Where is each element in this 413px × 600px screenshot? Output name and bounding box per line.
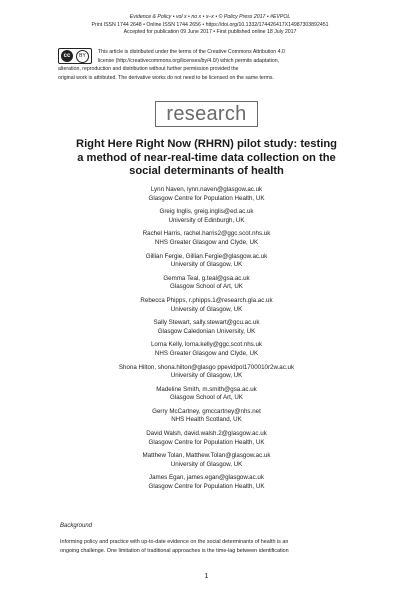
author-affiliation: NHS Greater Glasgow and Clyde, UK xyxy=(154,238,259,246)
author-affiliation: NHS Greater Glasgow and Clyde, UK xyxy=(154,349,259,357)
author-affiliation: University of Edinburgh, UK xyxy=(168,216,245,224)
author-list xyxy=(40,186,373,497)
author-entry xyxy=(40,474,373,496)
author-affiliation: Glasgow School of Art, UK xyxy=(170,283,243,291)
journal-header xyxy=(60,14,360,37)
section-heading-background: Background xyxy=(60,523,93,529)
author-entry xyxy=(40,208,373,230)
section-label: research xyxy=(155,101,258,127)
author-affiliation: University of Glasgow, UK xyxy=(170,261,243,269)
author-entry xyxy=(40,186,373,208)
by-icon: BY xyxy=(76,50,89,63)
author-affiliation: Glasgow Centre for Population Health, UK xyxy=(148,483,265,491)
author-affiliation: Glasgow School of Art, UK xyxy=(170,394,243,402)
author-affiliation: University of Glasgow, UK xyxy=(170,372,243,380)
author-entry xyxy=(40,319,373,341)
author-affiliation: University of Glasgow, UK xyxy=(170,460,243,468)
author-name[interactable]: Gillian Fergie, Gillian.Fergie@glasgow.ac.uk xyxy=(145,252,268,260)
author-entry xyxy=(40,297,373,319)
author-entry xyxy=(40,253,373,275)
license-text: This article is distributed under the terms of the Creative Commons Attribution 4.0 license (http://creativecommons.org/licenses/by/4.0/) which permits adaptation, alteration, reproduction and distribution without further permission provided the original work is attributed. The derivative works do not need to be licensed on the same terms. xyxy=(58,49,285,81)
author-entry xyxy=(40,364,373,386)
article-title: Right Here Right Now (RHRN) pilot study: testing a method of near-real-time data collection on the social determinants of health xyxy=(75,138,338,177)
author-name[interactable]: James Egan, james.egan@glasgow.ac.uk xyxy=(149,474,264,482)
page-number: 1 xyxy=(204,573,209,580)
cc-icon: cc xyxy=(61,50,73,62)
author-name[interactable]: Madeline Smith, m.smith@gsa.ac.uk xyxy=(156,385,257,393)
author-name[interactable]: Gemma Teal, g.teal@gsa.ac.uk xyxy=(163,274,250,282)
author-name[interactable]: Gerry McCartney, gmccartney@nhs.net xyxy=(152,407,261,415)
license-block xyxy=(58,48,356,82)
author-name[interactable]: Rebecca Phipps, r.phipps.1@research.gla.ac.uk xyxy=(140,296,273,304)
author-affiliation: NHS Health Scotland, UK xyxy=(171,416,242,424)
author-entry xyxy=(40,452,373,474)
accepted-line: Accepted for publication 09 June 2017 • First published online 18 July 2017 xyxy=(123,29,297,36)
author-affiliation: Glasgow Caledonian University, UK xyxy=(157,327,256,335)
abstract-text: Informing policy and practice with up-to-date evidence on the social determinants of health is an ongoing challenge. One limitation of traditional approaches is the time-lag between identification xyxy=(60,539,289,554)
author-name[interactable]: Shona Hilton, shona.hilton@glasgo ppevidpol1700010r2w.ac.uk xyxy=(118,363,295,371)
author-affiliation: Glasgow Centre for Population Health, UK xyxy=(148,438,265,446)
author-name[interactable]: Sally Stewart, sally.stewart@gcu.ac.uk xyxy=(153,319,260,327)
author-name[interactable]: Matthew Tolan, Matthew.Tolan@glasgow.ac.uk xyxy=(142,452,271,460)
author-entry xyxy=(40,275,373,297)
author-name[interactable]: Greig Inglis, greig.inglis@ed.ac.uk xyxy=(159,208,254,216)
journal-line: Evidence & Policy • vol x • no x • x–x • © Policy Press 2017 • #EVPOL xyxy=(129,14,291,20)
author-entry xyxy=(40,430,373,452)
issn-line: Print ISSN 1744 2648 • Online ISSN 1744 2656 • https://doi.org/10.1332/174426417X14987303892451 xyxy=(91,21,329,28)
author-entry xyxy=(40,341,373,363)
author-name[interactable]: Lynn Naven, lynn.naven@glasgow.ac.uk xyxy=(150,186,263,193)
cc-by-license-icon[interactable] xyxy=(58,48,92,64)
author-affiliation: University of Glasgow, UK xyxy=(170,305,243,313)
author-entry xyxy=(40,386,373,408)
author-name[interactable]: Rachel Harris, rachel.harris2@ggc.scot.nhs.uk xyxy=(142,230,271,238)
author-name[interactable]: Lorna Kelly, lorna.kelly@ggc.scot.nhs.uk xyxy=(150,341,263,349)
author-entry xyxy=(40,408,373,430)
author-name[interactable]: David Walsh, david.walsh.2@glasgow.ac.uk xyxy=(146,430,267,438)
author-affiliation: Glasgow Centre for Population Health, UK xyxy=(148,194,265,202)
author-entry xyxy=(40,230,373,252)
